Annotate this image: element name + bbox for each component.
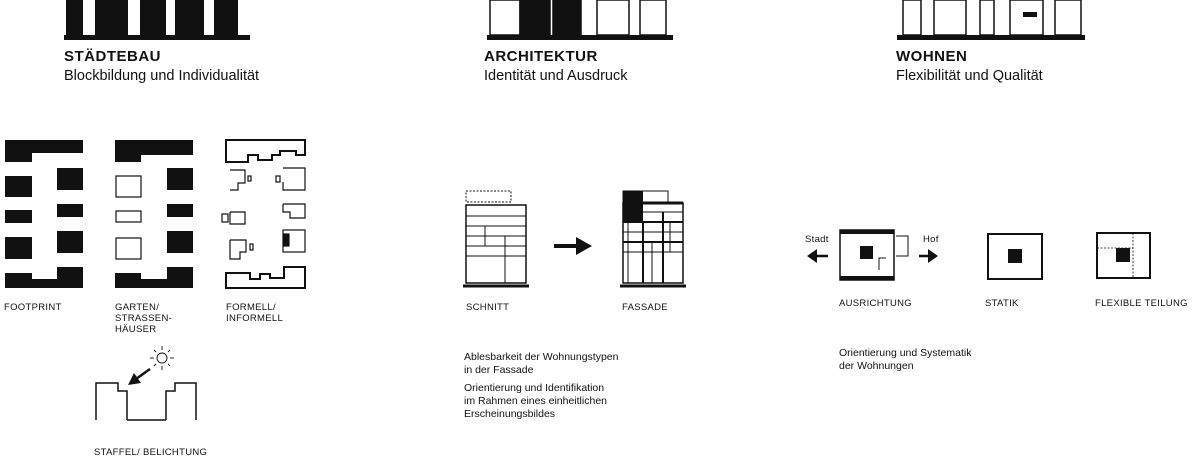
footprint-diagram <box>5 140 83 288</box>
architektur-text-2-line-2: im Rahmen eines einheitlichen <box>464 395 607 407</box>
caption-haeuser: HÄUSER <box>115 324 157 335</box>
section-title-staedtebau: STÄDTEBAU <box>64 48 161 65</box>
garten-strassenhaeuser-diagram <box>115 140 193 288</box>
caption-fassade: FASSADE <box>622 302 668 313</box>
staedtebau-header-icon <box>64 0 250 40</box>
statik-diagram <box>988 234 1042 279</box>
sun-icon <box>150 346 174 370</box>
caption-garten: GARTEN/ <box>115 302 160 313</box>
fassade-diagram <box>620 191 686 286</box>
architektur-text-1-line-1: Ablesbarkeit der Wohnungstypen <box>464 351 619 363</box>
section-title-wohnen: WOHNEN <box>896 48 968 65</box>
sunlight-arrow-icon <box>128 369 150 385</box>
arrow-left-icon <box>807 249 828 263</box>
section-subtitle-wohnen: Flexibilität und Qualität <box>896 68 1043 84</box>
section-title-architektur: ARCHITEKTUR <box>484 48 598 65</box>
section-subtitle-architektur: Identität und Ausdruck <box>484 68 628 84</box>
caption-statik: STATIK <box>985 298 1019 309</box>
caption-informell: INFORMELL <box>226 313 284 324</box>
architektur-text-2-line-1: Orientierung und Identifikation <box>464 382 605 394</box>
caption-schnitt: SCHNITT <box>466 302 510 313</box>
label-hof: Hof <box>923 234 939 245</box>
architektur-text-2-line-3: Erscheinungsbildes <box>464 408 556 420</box>
transform-arrow-icon <box>554 237 592 255</box>
section-subtitle-staedtebau: Blockbildung und Individualität <box>64 68 260 84</box>
wohnen-text-line-2: der Wohnungen <box>839 360 914 372</box>
caption-ausrichtung: AUSRICHTUNG <box>839 298 912 309</box>
architektur-header-icon <box>487 0 673 40</box>
wohnen-header-icon <box>897 0 1085 40</box>
caption-flexible-teilung: FLEXIBLE TEILUNG <box>1095 298 1188 309</box>
arrow-right-icon <box>919 249 938 263</box>
caption-staffel-belichtung: STAFFEL/ BELICHTUNG <box>94 447 208 458</box>
schnitt-diagram <box>463 191 529 286</box>
architektur-text-1-line-2: in der Fassade <box>464 364 534 376</box>
flexible-teilung-diagram <box>1097 233 1150 278</box>
formell-informell-diagram <box>222 140 305 288</box>
caption-formell: FORMELL/ <box>226 302 276 313</box>
staffel-belichtung-diagram <box>96 346 196 420</box>
caption-footprint: FOOTPRINT <box>4 302 62 313</box>
label-stadt: Stadt <box>805 234 829 245</box>
wohnen-text-line-1: Orientierung und Systematik <box>839 347 972 359</box>
caption-strassen: STRASSEN- <box>115 313 173 324</box>
